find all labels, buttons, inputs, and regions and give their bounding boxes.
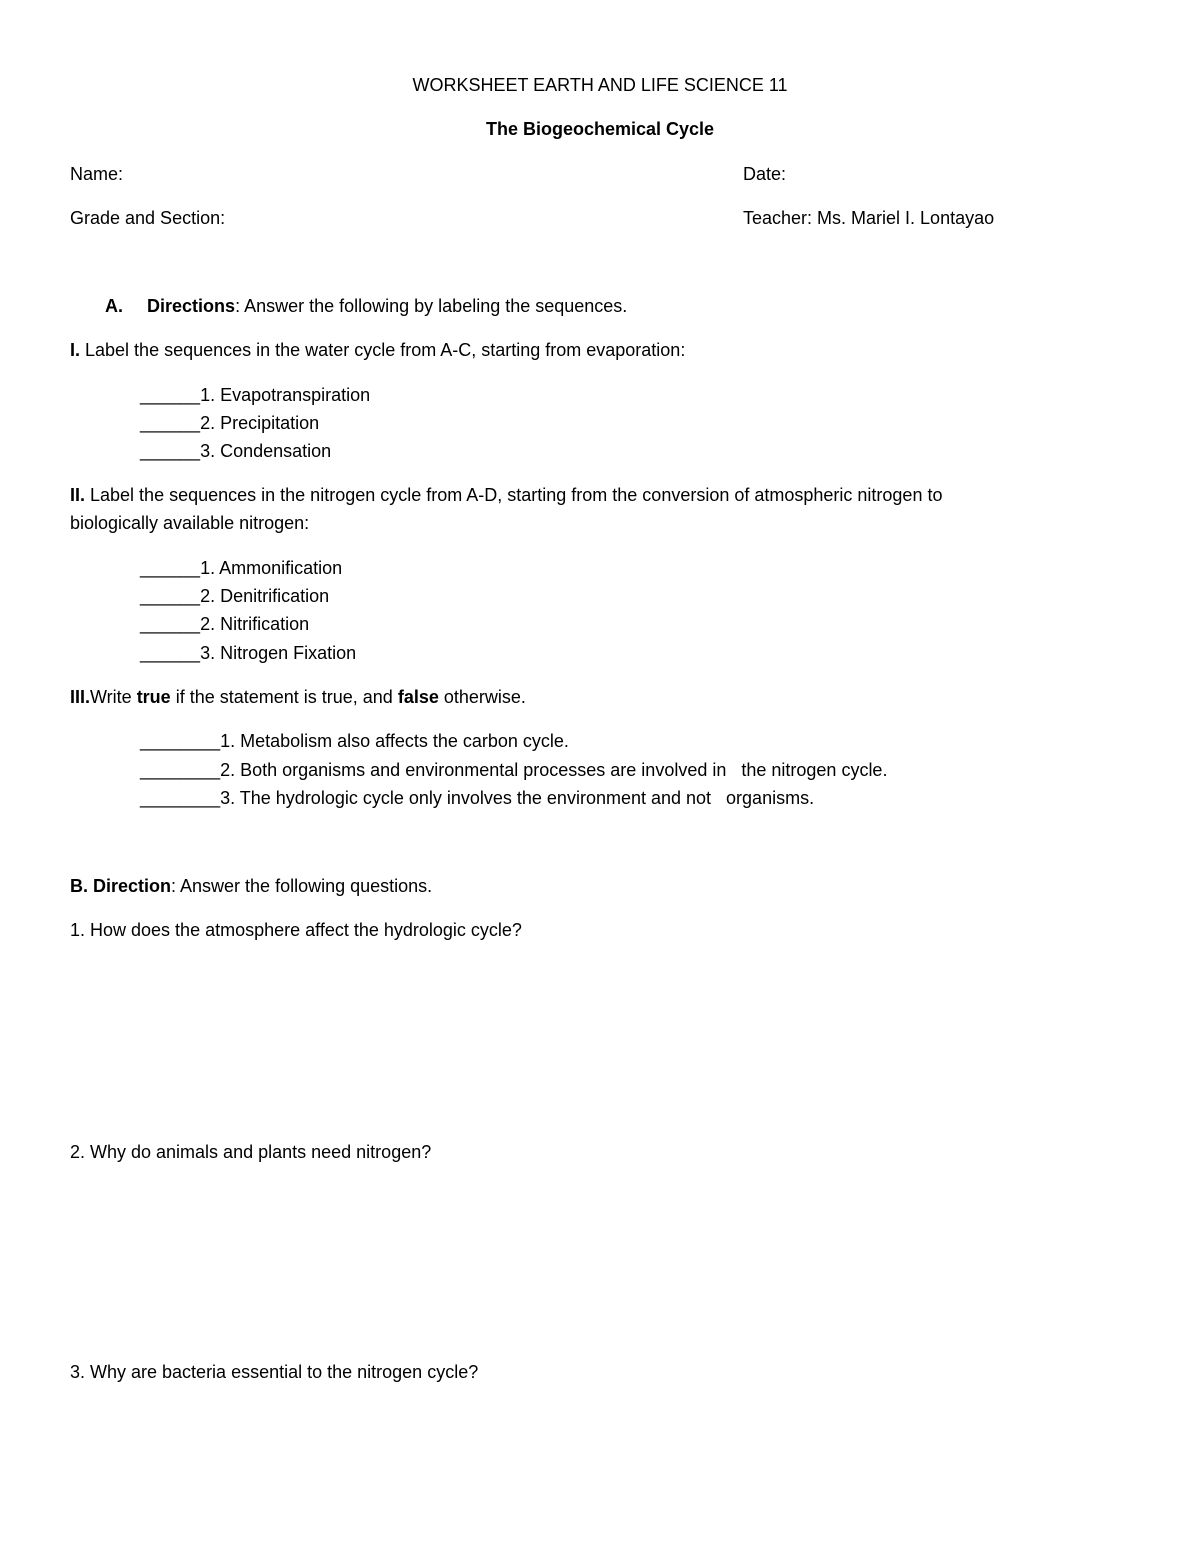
true-keyword: true xyxy=(136,687,171,707)
name-label: Name: xyxy=(70,164,124,184)
section-3-text-post: otherwise. xyxy=(438,687,526,707)
section-3-text-mid: if the statement is true, and xyxy=(170,687,398,707)
part-a-heading: Directions xyxy=(147,296,236,316)
part-b-instruction: : Answer the following questions. xyxy=(171,876,433,896)
part-b-heading: B. Direction xyxy=(70,876,172,896)
list-item: ______3. Nitrogen Fixation xyxy=(140,643,357,663)
part-a-directions xyxy=(105,295,627,317)
list-item: ________2. Both organisms and environmental processes are involved in the nitrogen cycle. xyxy=(140,760,888,780)
question-3: 3. Why are bacteria essential to the nitrogen cycle? xyxy=(70,1362,479,1382)
list-item: ________3. The hydrologic cycle only involves the environment and not organisms. xyxy=(140,788,815,808)
date-label: Date: xyxy=(743,164,787,184)
section-1-text: Label the sequences in the water cycle from A-C, starting from evaporation: xyxy=(80,340,686,360)
worksheet-subtitle: The Biogeochemical Cycle xyxy=(485,119,715,139)
list-item: ______1. Ammonification xyxy=(140,558,343,578)
false-keyword: false xyxy=(397,687,439,707)
question-2: 2. Why do animals and plants need nitrogen? xyxy=(70,1142,432,1162)
worksheet-title: WORKSHEET EARTH AND LIFE SCIENCE 11 xyxy=(412,75,788,95)
section-2-instruction-line2: biologically available nitrogen: xyxy=(70,513,310,533)
part-b-directions xyxy=(70,875,432,897)
part-a-marker: A. xyxy=(105,296,123,316)
teacher-label: Teacher: Ms. Mariel I. Lontayao xyxy=(743,208,995,228)
list-item: ________1. Metabolism also affects the carbon cycle. xyxy=(140,731,569,751)
list-item: ______2. Precipitation xyxy=(140,413,320,433)
section-1-instruction xyxy=(70,339,685,361)
part-a-instruction: : Answer the following by labeling the sequences. xyxy=(235,296,628,316)
list-item: ______2. Denitrification xyxy=(140,586,330,606)
section-1-number: I. xyxy=(70,340,81,360)
list-item: ______2. Nitrification xyxy=(140,614,310,634)
section-3-instruction xyxy=(70,686,526,708)
question-1: 1. How does the atmosphere affect the hydrologic cycle? xyxy=(70,920,522,940)
list-item: ______3. Condensation xyxy=(140,441,332,461)
section-2-text: Label the sequences in the nitrogen cycle from A-D, starting from the conversion of atmospheric nitrogen to xyxy=(85,485,943,505)
section-2-instruction xyxy=(70,484,942,506)
list-item: ______1. Evapotranspiration xyxy=(140,385,371,405)
section-3-number: III. xyxy=(70,687,91,707)
grade-section-label: Grade and Section: xyxy=(70,208,226,228)
section-3-text-pre: Write xyxy=(90,687,137,707)
section-2-number: II. xyxy=(70,485,86,505)
